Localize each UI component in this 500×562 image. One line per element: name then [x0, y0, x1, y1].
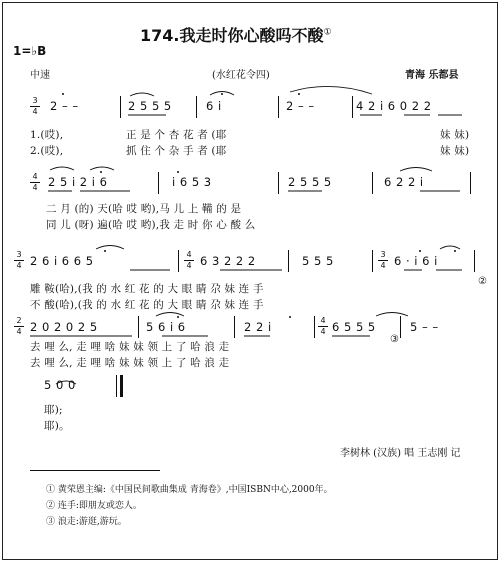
- footnote-marker: ③: [390, 334, 399, 345]
- measure: 6 5 5 5: [332, 320, 376, 334]
- measure: 6 · i 6 i: [394, 254, 438, 268]
- lyric-verse1: 二 月 (的) 天(哈 哎 哟),马 儿 上 鞴 的 是: [46, 203, 242, 215]
- measure: 6 i: [206, 99, 222, 113]
- footnote: ① 黄荣恩主编:《中国民间歌曲集成 青海卷》,中国ISBN中心,2000年。: [46, 485, 333, 495]
- lyric-verse2: 抓 住 个 杂 手 者 (耶: [126, 145, 227, 157]
- time-signature: 4 4: [184, 251, 194, 270]
- time-signature: 3 4: [378, 251, 388, 270]
- lyric-verse2: 同 儿 (呀) 遍(哈 哎 哟),我 走 时 你 心 酸 么: [46, 219, 256, 231]
- measure: 5 0 0: [44, 378, 76, 392]
- performer-credit: 李树林 (汉族) 唱 王志刚 记: [340, 448, 461, 459]
- measure: 2 – –: [50, 99, 79, 113]
- tempo-marking: 中速: [30, 70, 50, 81]
- time-signature: 4 4: [30, 173, 40, 192]
- measure: 5 – –: [410, 320, 439, 334]
- measure: i 6 5 3: [172, 175, 212, 189]
- footnote: ② 连手:即朋友或恋人。: [46, 501, 142, 511]
- lyric-verse1: 耶);: [44, 404, 63, 416]
- time-signature: 3 4: [14, 251, 24, 270]
- lyric-verse1: 正 是 个 杏 花 者 (耶: [126, 129, 227, 141]
- measure: 2 5 5 5: [288, 175, 332, 189]
- lyric-verse2: 不 酸(哈),(我 的 水 红 花 的 大 眼 睛 尕 妹 连 手: [30, 299, 264, 311]
- time-signature: 3 4: [30, 97, 40, 116]
- measure: 4 2 i 6 0 2 2: [356, 99, 432, 113]
- lyric-verse2: 2.(哎),: [30, 145, 64, 157]
- measure: 2 5 i 2 i 6: [48, 175, 108, 189]
- lyric-verse2: 去 哩 么, 走 哩 啥 妹 妹 领 上 了 哈 浪 走: [30, 357, 230, 369]
- measure: 2 5 5 5: [128, 99, 172, 113]
- measure: 6 2 2 i: [384, 175, 424, 189]
- measure: 2 – –: [286, 99, 315, 113]
- genre-label: (水红花令四): [212, 70, 270, 81]
- lyric-verse1: 去 哩 么, 走 哩 啥 妹 妹 领 上 了 哈 浪 走: [30, 341, 230, 353]
- lyric-verse1: 雕 鞍(哈),(我 的 水 红 花 的 大 眼 睛 尕 妹 连 手: [30, 283, 264, 295]
- measure: 5 6 i 6: [146, 320, 186, 334]
- time-signature: 4 4: [318, 317, 328, 336]
- lyric-verse1: 妹 妹): [440, 129, 470, 141]
- lyric-verse1: 1.(哎),: [30, 129, 64, 141]
- lyric-verse2: 耶)。: [44, 420, 70, 432]
- measure: 2 6 i 6 6 5: [30, 254, 94, 268]
- footnote-marker: ②: [478, 276, 487, 287]
- region-label: 青海 乐都县: [405, 70, 459, 81]
- footnote-divider: [30, 470, 160, 471]
- lyric-verse2: 妹 妹): [440, 145, 470, 157]
- measure: 2 0 2 0 2 5: [30, 320, 98, 334]
- measure: 2 2 i: [244, 320, 272, 334]
- measure: 5 5 5: [302, 254, 334, 268]
- key-signature: 1=♭B: [13, 44, 47, 58]
- footnote: ③ 浪走:游逛,游玩。: [46, 517, 127, 527]
- time-signature: 2 4: [14, 317, 24, 336]
- measure: 6 3 2 2 2: [200, 254, 256, 268]
- song-title: 174.我走时你心酸吗不酸①: [140, 26, 332, 45]
